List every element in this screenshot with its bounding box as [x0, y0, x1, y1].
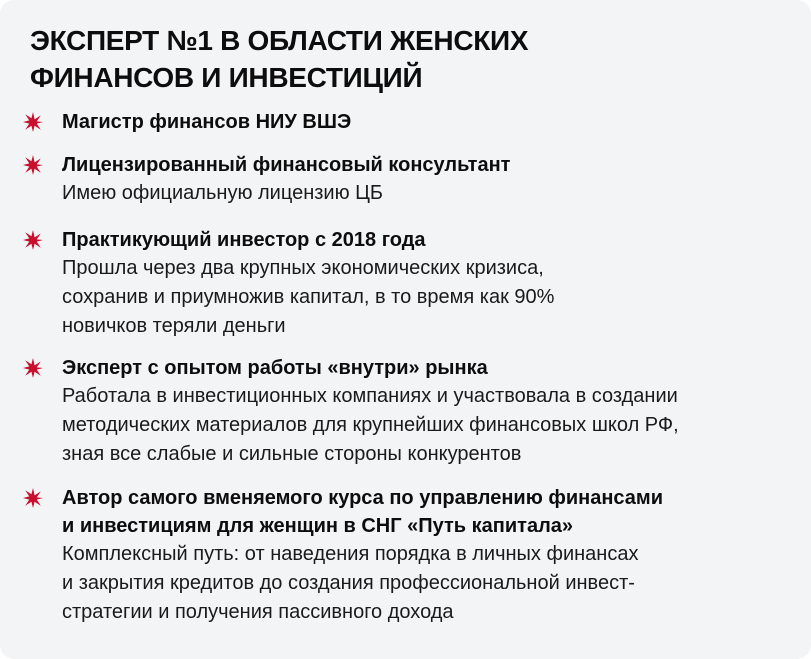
item-description: Прошла через два крупных экономических кризиса, сохранив и приумножив капитал, в то время как 90% новичков теряли деньги — [62, 257, 555, 337]
item-description: Имею официальную лицензию ЦБ — [62, 182, 384, 204]
item-title: Магистр финансов НИУ ВШЭ — [62, 111, 352, 133]
item-title: Автор самого вменяемого курса по управлению финансами и инвестициям для женщин в СНГ «Путь капитала» — [62, 487, 664, 537]
asterisk-star-icon — [22, 487, 44, 509]
item-description: Работала в инвестиционных компаниях и участвовала в создании методических материалов для крупнейших финансовых школ РФ, зная все слабые и сильные стороны конкурентов — [62, 385, 679, 465]
item-title: Лицензированный финансовый консультант — [62, 154, 511, 176]
item-description: Комплексный путь: от наведения порядка в личных финансах и закрытия кредитов до создания профессиональной инвест- стратегии и получения пассивного дохода — [62, 543, 639, 623]
asterisk-star-icon — [22, 357, 44, 379]
asterisk-star-icon — [22, 154, 44, 176]
item-title: Эксперт с опытом работы «внутри» рынка — [62, 357, 488, 379]
page-title: ЭКСПЕРТ №1 В ОБЛАСТИ ЖЕНСКИХ ФИНАНСОВ И ИНВЕСТИЦИЙ — [30, 25, 529, 93]
asterisk-star-icon — [22, 229, 44, 251]
asterisk-star-icon — [22, 111, 44, 133]
item-title: Практикующий инвестор с 2018 года — [62, 229, 426, 251]
